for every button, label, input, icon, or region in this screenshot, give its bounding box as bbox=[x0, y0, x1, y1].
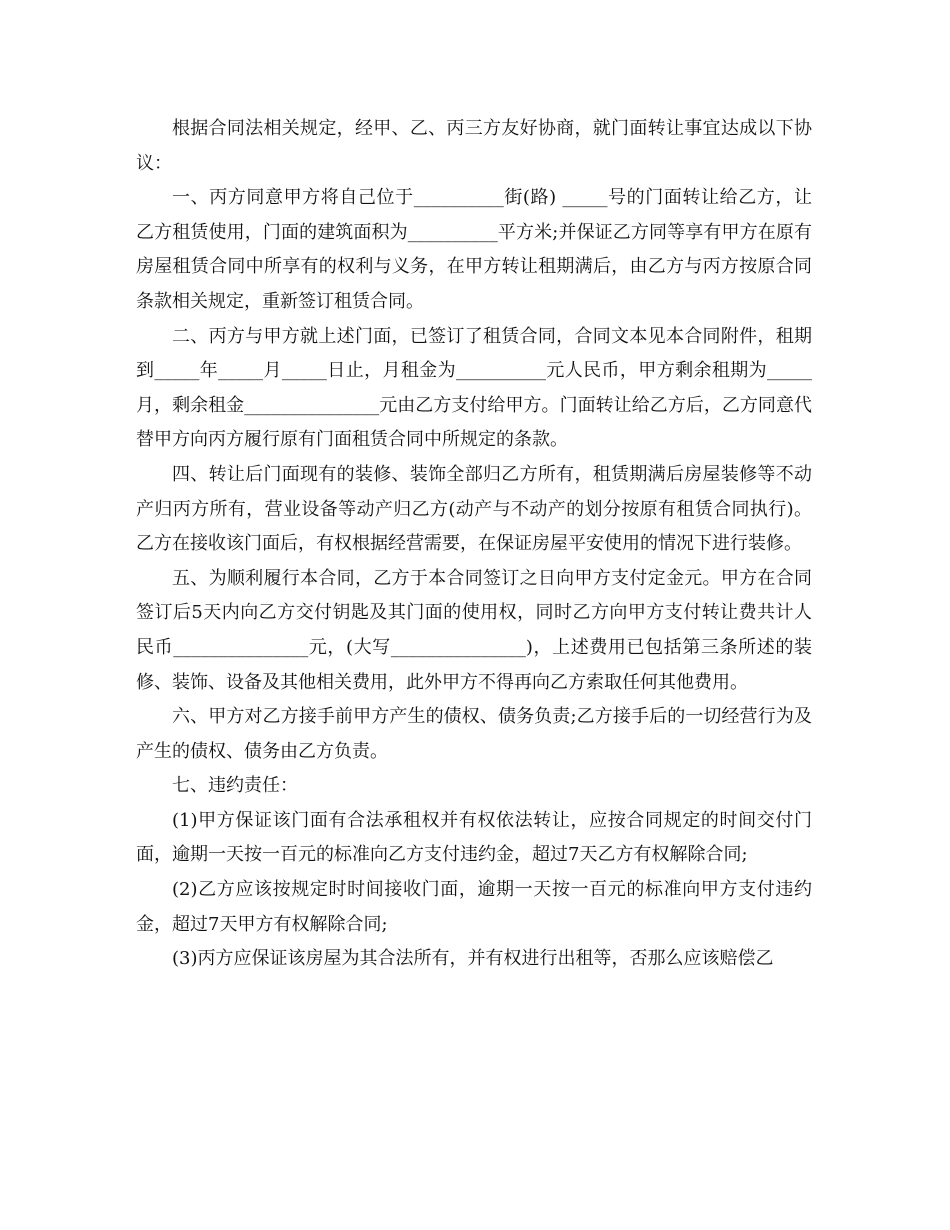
paragraph-clause-6: 六、甲方对乙方接手前甲方产生的债权、债务负责;乙方接手后的一切经营行为及产生的债权、债务由乙方负责。 bbox=[136, 706, 812, 762]
paragraph-clause-7-item-2: (2)乙方应该按规定时时间接收门面，逾期一天按一百元的标准向甲方支付违约金，超过7天甲方有权解除合同; bbox=[136, 879, 812, 935]
document-body bbox=[136, 112, 812, 977]
paragraph-clause-7-item-3: (3)丙方应保证该房屋为其合法所有，并有权进行出租等，否那么应该赔偿乙 bbox=[172, 948, 774, 970]
paragraph-clause-4: 四、转让后门面现有的装修、装饰全部归乙方所有，租赁期满后房屋装修等不动产归丙方所有，营业设备等动产归乙方(动产与不动产的划分按原有租赁合同执行)。乙方在接收该门面后，有权根据经营需要，在保证房屋平安使用的情况下进行装修。 bbox=[136, 463, 812, 555]
paragraph-clause-5: 五、为顺利履行本合同，乙方于本合同签订之日向甲方支付定金元。甲方在合同签订后5天内向乙方交付钥匙及其门面的使用权，同时乙方向甲方支付转让费共计人民币_______________元，(大写_______________)，上述费用已包括第三条所述的装修、装饰、设备及其他相关费用，此外甲方不得再向乙方索取任何其他费用。 bbox=[136, 567, 812, 693]
paragraph-clause-1: 一、丙方同意甲方将自己位于__________街(路) _____号的门面转让给乙方，让乙方租赁使用，门面的建筑面积为__________平方米;并保证乙方同等享有甲方在原有房屋租赁合同中所享有的权利与义务，在甲方转让租期满后，由乙方与丙方按原合同条款相关规定，重新签订租赁合同。 bbox=[136, 187, 812, 312]
paragraph-clause-7-item-1: (1)甲方保证该门面有合法承租权并有权依法转让，应按合同规定的时间交付门面，逾期一天按一百元的标准向乙方支付违约金，超过7天乙方有权解除合同; bbox=[136, 809, 812, 866]
paragraph-clause-2: 二、丙方与甲方就上述门面，已签订了租赁合同，合同文本见本合同附件，租期到_____年_____月_____日止，月租金为__________元人民币，甲方剩余租期为_____月，剩余租金_______________元由乙方支付给甲方。门面转让给乙方后，乙方同意代替甲方向丙方履行原有门面租赁合同中所规定的条款。 bbox=[136, 325, 812, 451]
paragraph-intro: 根据合同法相关规定，经甲、乙、丙三方友好协商，就门面转让事宜达成以下协议： bbox=[136, 118, 812, 174]
paragraph-clause-7-heading: 七、违约责任： bbox=[172, 775, 298, 797]
